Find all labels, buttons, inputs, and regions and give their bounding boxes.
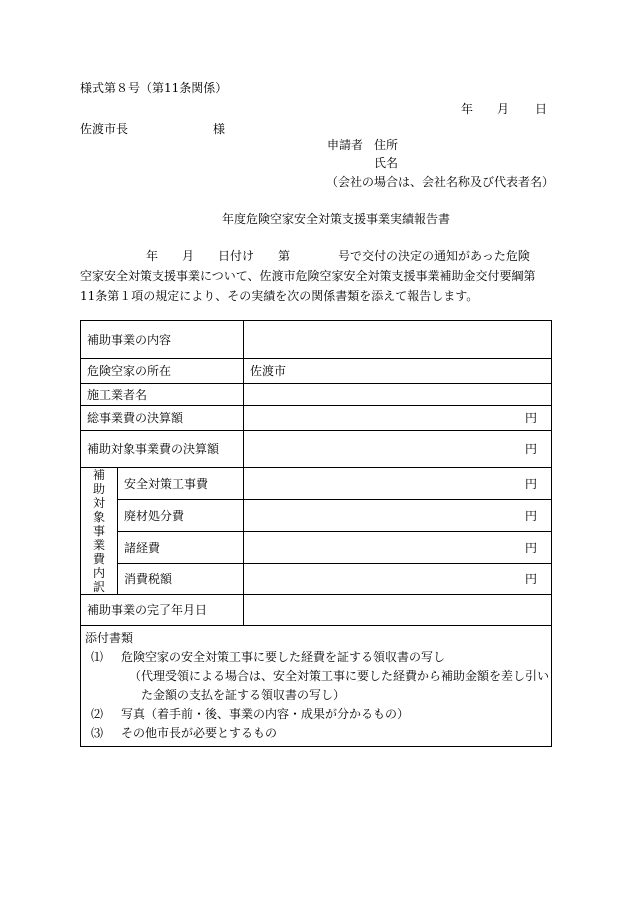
body-paragraph: [80, 246, 550, 306]
attachments-cell: [81, 626, 552, 747]
content-label: 補助事業の内容: [81, 321, 244, 359]
table-row: [81, 321, 552, 359]
date-month-label: 月: [497, 102, 510, 116]
yen-unit: 円: [244, 564, 552, 595]
location-value: 佐渡市: [244, 359, 552, 384]
attachment-item: ⑶ その他市長が必要とするもの: [91, 726, 278, 740]
breakdown-item: 諸経費: [118, 532, 244, 564]
attachments-heading: 添付書類: [85, 631, 134, 645]
table-row: [81, 532, 552, 564]
location-label: 危険空家の所在: [81, 359, 244, 384]
body-line: 年 月 日付け 第 号で交付の決定の通知があった危険: [146, 249, 530, 263]
table-row: [81, 468, 552, 500]
applicant-note: （会社の場合は、会社名称及び代表者名）: [326, 175, 555, 189]
breakdown-item: 安全対策工事費: [118, 468, 244, 500]
eligible-cost-label: 補助対象事業費の決算額: [81, 431, 244, 468]
addressee-name: 佐渡市長: [80, 122, 129, 136]
table-row: [81, 431, 552, 468]
date-year-label: 年: [461, 102, 474, 116]
table-row: [81, 500, 552, 532]
date-day-label: 日: [535, 102, 548, 116]
attachment-item: ⑴ 危険空家の安全対策工事に要した経費を証する領収書の写し: [91, 650, 446, 664]
report-table: [80, 320, 552, 747]
table-row: [81, 626, 552, 747]
yen-unit: 円: [244, 468, 552, 500]
table-row: [81, 384, 552, 406]
body-line: 11条第１項の規定により、その実績を次の関係書類を添えて報告します。: [80, 289, 479, 303]
completion-value: [244, 595, 552, 626]
applicant-label: 申請者: [327, 138, 364, 152]
content-value: [244, 321, 552, 359]
total-cost-label: 総事業費の決算額: [81, 406, 244, 431]
table-row: [81, 595, 552, 626]
breakdown-item: 廃材処分費: [118, 500, 244, 532]
yen-unit: 円: [244, 500, 552, 532]
attachment-note: （代理受領による場合は、安全対策工事に要した経費から補助金額を差し引い: [129, 669, 550, 683]
contractor-value: [244, 384, 552, 406]
yen-unit: 円: [244, 431, 552, 468]
applicant-name-label: 氏名: [374, 156, 399, 170]
attachment-item: ⑵ 写真（着手前・後、事業の内容・成果が分かるもの）: [91, 707, 410, 721]
table-row: [81, 406, 552, 431]
body-line: 空家安全対策支援事業について、佐渡市危険空家安全対策支援事業補助金交付要綱第: [80, 269, 536, 283]
yen-unit: 円: [244, 406, 552, 431]
completion-label: 補助事業の完了年月日: [81, 595, 244, 626]
contractor-label: 施工業者名: [81, 384, 244, 406]
table-row: [81, 564, 552, 595]
breakdown-item: 消費税額: [118, 564, 244, 595]
breakdown-vertical-label: 補 助 対 象 事 業 費 内 訳: [81, 468, 118, 595]
applicant-address-label: 住所: [374, 138, 399, 152]
form-number: 様式第８号（第11条関係）: [80, 81, 228, 95]
attachment-note: た金額の支払を証する領収書の写し）: [141, 688, 346, 702]
addressee-honorific: 様: [213, 122, 226, 136]
document-title: 年度危険空家安全対策支援事業実績報告書: [222, 212, 451, 226]
yen-unit: 円: [244, 532, 552, 564]
table-row: [81, 359, 552, 384]
